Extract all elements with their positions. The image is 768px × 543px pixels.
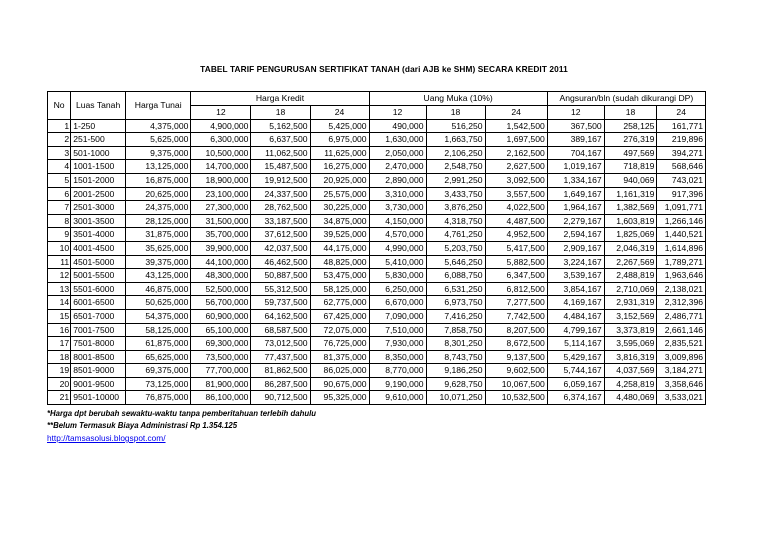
price-cell: 39,900,000 <box>191 241 251 255</box>
row-number: 21 <box>48 391 71 405</box>
price-cell: 3,533,021 <box>657 391 706 405</box>
price-cell: 4,487,500 <box>485 214 547 228</box>
price-cell: 6,347,500 <box>485 269 547 283</box>
price-cell: 4,900,000 <box>191 119 251 133</box>
price-cell: 1,603,819 <box>604 214 657 228</box>
table-row <box>48 241 706 255</box>
price-cell: 2,279,167 <box>547 214 604 228</box>
price-cell: 6,812,500 <box>485 282 547 296</box>
price-cell: 2,548,750 <box>426 160 485 174</box>
price-cell: 54,375,000 <box>126 309 191 323</box>
price-cell: 11,062,500 <box>251 146 310 160</box>
price-cell: 73,012,500 <box>251 337 310 351</box>
price-cell: 19,912,500 <box>251 173 310 187</box>
price-cell: 389,167 <box>547 133 604 147</box>
price-cell: 31,500,000 <box>191 214 251 228</box>
price-cell: 10,532,500 <box>485 391 547 405</box>
price-cell: 72,075,000 <box>310 323 369 337</box>
price-cell: 2,931,319 <box>604 296 657 310</box>
price-cell: 86,100,000 <box>191 391 251 405</box>
price-cell: 81,375,000 <box>310 350 369 364</box>
price-cell: 8,207,500 <box>485 323 547 337</box>
header-harga-kredit: Harga Kredit <box>191 92 369 106</box>
price-cell: 64,162,500 <box>251 309 310 323</box>
table-row <box>48 282 706 296</box>
price-cell: 2,106,250 <box>426 146 485 160</box>
header-term: 12 <box>191 106 251 120</box>
price-cell: 8,770,000 <box>369 364 426 378</box>
price-cell: 3,373,819 <box>604 323 657 337</box>
table-row <box>48 309 706 323</box>
price-cell: 917,396 <box>657 187 706 201</box>
price-cell: 4,799,167 <box>547 323 604 337</box>
luas-tanah-cell: 7501-8000 <box>71 337 126 351</box>
price-cell: 2,835,521 <box>657 337 706 351</box>
luas-tanah-cell: 501-1000 <box>71 146 126 160</box>
price-cell: 33,187,500 <box>251 214 310 228</box>
price-cell: 4,484,167 <box>547 309 604 323</box>
price-cell: 258,125 <box>604 119 657 133</box>
price-cell: 3,539,167 <box>547 269 604 283</box>
price-cell: 3,092,500 <box>485 173 547 187</box>
price-cell: 16,875,000 <box>126 173 191 187</box>
price-cell: 5,625,000 <box>126 133 191 147</box>
price-cell: 73,500,000 <box>191 350 251 364</box>
luas-tanah-cell: 251-500 <box>71 133 126 147</box>
header-luas-tanah: Luas Tanah <box>71 92 126 120</box>
price-cell: 1,019,167 <box>547 160 604 174</box>
price-cell: 4,258,819 <box>604 377 657 391</box>
price-cell: 13,125,000 <box>126 160 191 174</box>
row-number: 5 <box>48 173 71 187</box>
price-cell: 10,071,250 <box>426 391 485 405</box>
price-cell: 2,710,069 <box>604 282 657 296</box>
table-row <box>48 296 706 310</box>
price-cell: 39,375,000 <box>126 255 191 269</box>
luas-tanah-cell: 4001-4500 <box>71 241 126 255</box>
price-cell: 497,569 <box>604 146 657 160</box>
price-cell: 161,771 <box>657 119 706 133</box>
price-cell: 3,557,500 <box>485 187 547 201</box>
footnote: *Harga dpt berubah sewaktu-waktu tanpa pemberitahuan terlebih dahulu <box>47 409 317 418</box>
price-cell: 60,900,000 <box>191 309 251 323</box>
price-cell: 28,762,500 <box>251 201 310 215</box>
price-cell: 61,875,000 <box>126 337 191 351</box>
table-row <box>48 391 706 405</box>
price-cell: 77,437,500 <box>251 350 310 364</box>
price-cell: 69,300,000 <box>191 337 251 351</box>
price-cell: 1,963,646 <box>657 269 706 283</box>
price-cell: 50,887,500 <box>251 269 310 283</box>
footnotes <box>47 408 316 432</box>
header-no: No <box>48 92 71 120</box>
price-cell: 67,425,000 <box>310 309 369 323</box>
price-cell: 940,069 <box>604 173 657 187</box>
price-cell: 6,975,000 <box>310 133 369 147</box>
header-term: 18 <box>251 106 310 120</box>
price-cell: 1,825,069 <box>604 228 657 242</box>
price-cell: 6,531,250 <box>426 282 485 296</box>
luas-tanah-cell: 8501-9000 <box>71 364 126 378</box>
price-cell: 9,186,250 <box>426 364 485 378</box>
luas-tanah-cell: 1001-1500 <box>71 160 126 174</box>
price-cell: 743,021 <box>657 173 706 187</box>
header-harga-tunai: Harga Tunai <box>126 92 191 120</box>
tariff-table <box>47 91 706 405</box>
price-cell: 90,712,500 <box>251 391 310 405</box>
price-cell: 219,896 <box>657 133 706 147</box>
price-cell: 4,037,569 <box>604 364 657 378</box>
price-cell: 3,009,896 <box>657 350 706 364</box>
table-row <box>48 214 706 228</box>
price-cell: 4,480,069 <box>604 391 657 405</box>
luas-tanah-cell: 9501-10000 <box>71 391 126 405</box>
header-term: 24 <box>485 106 547 120</box>
price-cell: 516,250 <box>426 119 485 133</box>
price-cell: 2,991,250 <box>426 173 485 187</box>
row-number: 18 <box>48 350 71 364</box>
row-number: 9 <box>48 228 71 242</box>
price-cell: 24,375,000 <box>126 201 191 215</box>
price-cell: 1,663,750 <box>426 133 485 147</box>
row-number: 2 <box>48 133 71 147</box>
price-cell: 55,312,500 <box>251 282 310 296</box>
price-cell: 2,661,146 <box>657 323 706 337</box>
price-cell: 7,510,000 <box>369 323 426 337</box>
luas-tanah-cell: 2501-3000 <box>71 201 126 215</box>
price-cell: 31,875,000 <box>126 228 191 242</box>
luas-tanah-cell: 9001-9500 <box>71 377 126 391</box>
price-cell: 44,100,000 <box>191 255 251 269</box>
price-cell: 10,067,500 <box>485 377 547 391</box>
table-row <box>48 173 706 187</box>
blog-link[interactable]: http://tamsasolusi.blogspot.com/ <box>47 433 166 443</box>
price-cell: 16,275,000 <box>310 160 369 174</box>
table-row <box>48 146 706 160</box>
header-term: 12 <box>369 106 426 120</box>
luas-tanah-cell: 4501-5000 <box>71 255 126 269</box>
price-cell: 14,700,000 <box>191 160 251 174</box>
row-number: 12 <box>48 269 71 283</box>
price-cell: 3,595,069 <box>604 337 657 351</box>
price-cell: 5,830,000 <box>369 269 426 283</box>
price-cell: 2,470,000 <box>369 160 426 174</box>
price-cell: 1,334,167 <box>547 173 604 187</box>
price-cell: 6,637,500 <box>251 133 310 147</box>
row-number: 10 <box>48 241 71 255</box>
price-cell: 59,737,500 <box>251 296 310 310</box>
row-number: 15 <box>48 309 71 323</box>
table-row <box>48 377 706 391</box>
price-cell: 20,625,000 <box>126 187 191 201</box>
price-cell: 4,570,000 <box>369 228 426 242</box>
price-cell: 27,300,000 <box>191 201 251 215</box>
price-cell: 3,876,250 <box>426 201 485 215</box>
luas-tanah-cell: 6001-6500 <box>71 296 126 310</box>
price-cell: 76,875,000 <box>126 391 191 405</box>
price-cell: 276,319 <box>604 133 657 147</box>
price-cell: 7,277,500 <box>485 296 547 310</box>
price-cell: 2,138,021 <box>657 282 706 296</box>
table-row <box>48 201 706 215</box>
luas-tanah-cell: 1-250 <box>71 119 126 133</box>
table-row <box>48 228 706 242</box>
price-cell: 6,250,000 <box>369 282 426 296</box>
row-number: 20 <box>48 377 71 391</box>
price-cell: 8,350,000 <box>369 350 426 364</box>
price-cell: 1,789,271 <box>657 255 706 269</box>
price-cell: 8,743,750 <box>426 350 485 364</box>
price-cell: 28,125,000 <box>126 214 191 228</box>
price-cell: 76,725,000 <box>310 337 369 351</box>
price-cell: 95,325,000 <box>310 391 369 405</box>
table-row <box>48 133 706 147</box>
price-cell: 23,100,000 <box>191 187 251 201</box>
price-cell: 8,672,500 <box>485 337 547 351</box>
price-cell: 58,125,000 <box>310 282 369 296</box>
header-angsuran: Angsuran/bln (sudah dikurangi DP) <box>547 92 705 106</box>
price-cell: 7,858,750 <box>426 323 485 337</box>
price-cell: 77,700,000 <box>191 364 251 378</box>
price-cell: 1,266,146 <box>657 214 706 228</box>
price-cell: 6,374,167 <box>547 391 604 405</box>
row-number: 13 <box>48 282 71 296</box>
table-row <box>48 269 706 283</box>
price-cell: 48,825,000 <box>310 255 369 269</box>
header-term: 18 <box>604 106 657 120</box>
price-cell: 24,337,500 <box>251 187 310 201</box>
price-cell: 81,900,000 <box>191 377 251 391</box>
luas-tanah-cell: 8001-8500 <box>71 350 126 364</box>
price-cell: 2,909,167 <box>547 241 604 255</box>
price-cell: 9,628,750 <box>426 377 485 391</box>
price-cell: 50,625,000 <box>126 296 191 310</box>
header-term: 18 <box>426 106 485 120</box>
price-cell: 81,862,500 <box>251 364 310 378</box>
table-row <box>48 337 706 351</box>
row-number: 11 <box>48 255 71 269</box>
luas-tanah-cell: 5001-5500 <box>71 269 126 283</box>
price-cell: 2,488,819 <box>604 269 657 283</box>
price-cell: 394,271 <box>657 146 706 160</box>
price-cell: 1,964,167 <box>547 201 604 215</box>
price-cell: 704,167 <box>547 146 604 160</box>
price-cell: 3,816,319 <box>604 350 657 364</box>
price-cell: 86,025,000 <box>310 364 369 378</box>
price-cell: 3,854,167 <box>547 282 604 296</box>
price-cell: 52,500,000 <box>191 282 251 296</box>
price-cell: 46,462,500 <box>251 255 310 269</box>
price-cell: 6,300,000 <box>191 133 251 147</box>
price-cell: 1,697,500 <box>485 133 547 147</box>
price-cell: 4,150,000 <box>369 214 426 228</box>
price-cell: 86,287,500 <box>251 377 310 391</box>
price-cell: 39,525,000 <box>310 228 369 242</box>
price-cell: 2,050,000 <box>369 146 426 160</box>
price-cell: 73,125,000 <box>126 377 191 391</box>
price-cell: 568,646 <box>657 160 706 174</box>
price-cell: 6,670,000 <box>369 296 426 310</box>
luas-tanah-cell: 5501-6000 <box>71 282 126 296</box>
price-cell: 43,125,000 <box>126 269 191 283</box>
header-uang-muka: Uang Muka (10%) <box>369 92 547 106</box>
price-cell: 68,587,500 <box>251 323 310 337</box>
price-cell: 25,575,000 <box>310 187 369 201</box>
luas-tanah-cell: 2001-2500 <box>71 187 126 201</box>
price-cell: 4,022,500 <box>485 201 547 215</box>
luas-tanah-cell: 6501-7000 <box>71 309 126 323</box>
row-number: 17 <box>48 337 71 351</box>
price-cell: 46,875,000 <box>126 282 191 296</box>
price-cell: 6,059,167 <box>547 377 604 391</box>
price-cell: 35,700,000 <box>191 228 251 242</box>
page-title: TABEL TARIF PENGURUSAN SERTIFIKAT TANAH (dari AJB ke SHM) SECARA KREDIT 2011 <box>200 64 568 74</box>
price-cell: 69,375,000 <box>126 364 191 378</box>
row-number: 19 <box>48 364 71 378</box>
price-cell: 1,440,521 <box>657 228 706 242</box>
price-cell: 6,088,750 <box>426 269 485 283</box>
price-cell: 9,602,500 <box>485 364 547 378</box>
row-number: 8 <box>48 214 71 228</box>
price-cell: 2,312,396 <box>657 296 706 310</box>
price-cell: 9,610,000 <box>369 391 426 405</box>
price-cell: 4,318,750 <box>426 214 485 228</box>
price-cell: 2,486,771 <box>657 309 706 323</box>
row-number: 3 <box>48 146 71 160</box>
price-cell: 11,625,000 <box>310 146 369 160</box>
price-cell: 35,625,000 <box>126 241 191 255</box>
table-row <box>48 350 706 364</box>
row-number: 16 <box>48 323 71 337</box>
price-cell: 9,190,000 <box>369 377 426 391</box>
luas-tanah-cell: 1501-2000 <box>71 173 126 187</box>
price-cell: 5,417,500 <box>485 241 547 255</box>
luas-tanah-cell: 7001-7500 <box>71 323 126 337</box>
price-cell: 5,882,500 <box>485 255 547 269</box>
price-cell: 5,429,167 <box>547 350 604 364</box>
price-cell: 4,761,250 <box>426 228 485 242</box>
price-cell: 1,649,167 <box>547 187 604 201</box>
price-cell: 2,046,319 <box>604 241 657 255</box>
price-cell: 5,425,000 <box>310 119 369 133</box>
table-row <box>48 187 706 201</box>
price-cell: 5,114,167 <box>547 337 604 351</box>
price-cell: 90,675,000 <box>310 377 369 391</box>
price-cell: 5,203,750 <box>426 241 485 255</box>
price-cell: 1,091,771 <box>657 201 706 215</box>
price-cell: 48,300,000 <box>191 269 251 283</box>
price-cell: 7,090,000 <box>369 309 426 323</box>
price-cell: 367,500 <box>547 119 604 133</box>
price-cell: 1,614,896 <box>657 241 706 255</box>
price-cell: 1,630,000 <box>369 133 426 147</box>
price-cell: 30,225,000 <box>310 201 369 215</box>
price-cell: 2,627,500 <box>485 160 547 174</box>
row-number: 1 <box>48 119 71 133</box>
price-cell: 62,775,000 <box>310 296 369 310</box>
footnote: **Belum Termasuk Biaya Administrasi Rp 1.354.125 <box>47 421 238 430</box>
price-cell: 1,161,319 <box>604 187 657 201</box>
header-term: 24 <box>657 106 706 120</box>
price-cell: 490,000 <box>369 119 426 133</box>
price-cell: 53,475,000 <box>310 269 369 283</box>
header-term: 24 <box>310 106 369 120</box>
price-cell: 4,990,000 <box>369 241 426 255</box>
price-cell: 56,700,000 <box>191 296 251 310</box>
price-cell: 7,930,000 <box>369 337 426 351</box>
table-row <box>48 119 706 133</box>
price-cell: 7,742,500 <box>485 309 547 323</box>
price-cell: 2,267,569 <box>604 255 657 269</box>
price-cell: 3,310,000 <box>369 187 426 201</box>
price-cell: 18,900,000 <box>191 173 251 187</box>
price-cell: 4,169,167 <box>547 296 604 310</box>
price-cell: 65,100,000 <box>191 323 251 337</box>
row-number: 7 <box>48 201 71 215</box>
price-cell: 2,594,167 <box>547 228 604 242</box>
price-cell: 6,973,750 <box>426 296 485 310</box>
price-cell: 34,875,000 <box>310 214 369 228</box>
price-cell: 1,382,569 <box>604 201 657 215</box>
price-cell: 3,433,750 <box>426 187 485 201</box>
price-cell: 15,487,500 <box>251 160 310 174</box>
price-cell: 42,037,500 <box>251 241 310 255</box>
table-row <box>48 160 706 174</box>
price-cell: 20,925,000 <box>310 173 369 187</box>
price-cell: 718,819 <box>604 160 657 174</box>
price-cell: 4,375,000 <box>126 119 191 133</box>
price-cell: 5,744,167 <box>547 364 604 378</box>
price-cell: 1,542,500 <box>485 119 547 133</box>
price-cell: 3,730,000 <box>369 201 426 215</box>
price-cell: 8,301,250 <box>426 337 485 351</box>
price-cell: 7,416,250 <box>426 309 485 323</box>
luas-tanah-cell: 3501-4000 <box>71 228 126 242</box>
price-cell: 37,612,500 <box>251 228 310 242</box>
price-cell: 9,137,500 <box>485 350 547 364</box>
price-cell: 5,410,000 <box>369 255 426 269</box>
price-cell: 44,175,000 <box>310 241 369 255</box>
price-cell: 10,500,000 <box>191 146 251 160</box>
price-cell: 5,646,250 <box>426 255 485 269</box>
price-cell: 65,625,000 <box>126 350 191 364</box>
price-cell: 9,375,000 <box>126 146 191 160</box>
price-cell: 2,890,000 <box>369 173 426 187</box>
row-number: 4 <box>48 160 71 174</box>
luas-tanah-cell: 3001-3500 <box>71 214 126 228</box>
price-cell: 3,184,271 <box>657 364 706 378</box>
table-row <box>48 364 706 378</box>
price-cell: 58,125,000 <box>126 323 191 337</box>
price-cell: 3,152,569 <box>604 309 657 323</box>
row-number: 14 <box>48 296 71 310</box>
table-body <box>48 119 706 404</box>
price-cell: 4,952,500 <box>485 228 547 242</box>
header-term: 12 <box>547 106 604 120</box>
table-row <box>48 323 706 337</box>
price-cell: 3,224,167 <box>547 255 604 269</box>
price-cell: 2,162,500 <box>485 146 547 160</box>
price-cell: 3,358,646 <box>657 377 706 391</box>
table-row <box>48 255 706 269</box>
price-cell: 5,162,500 <box>251 119 310 133</box>
row-number: 6 <box>48 187 71 201</box>
